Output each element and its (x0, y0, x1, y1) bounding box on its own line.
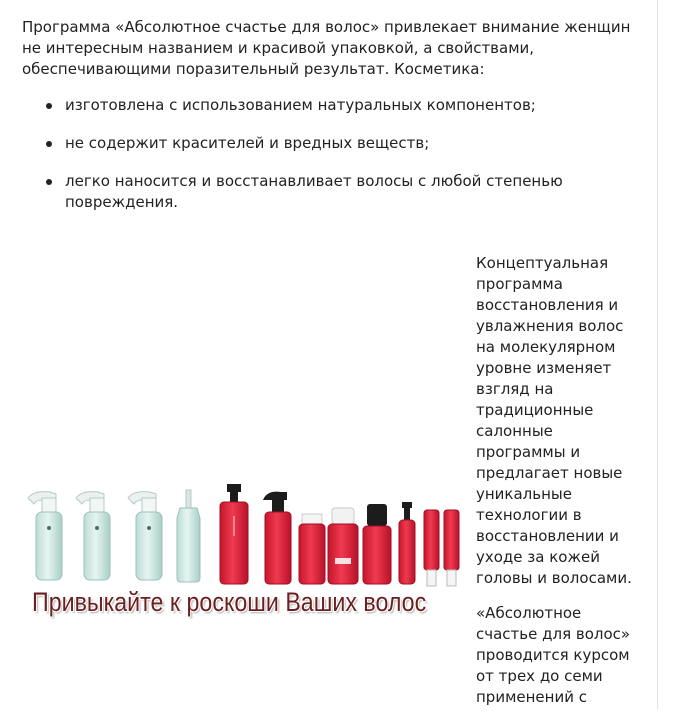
product-banner-image (22, 476, 462, 626)
mint-nozzle-bottle (177, 490, 200, 582)
mint-spray-bottle (76, 492, 110, 580)
side-description (476, 253, 636, 722)
list-item: изготовлена с использованием натуральных компонентов; (22, 95, 582, 116)
side-paragraph: «Абсолютное счастье для волос» проводится курсом от трех до семи применений с (476, 604, 631, 706)
page-right-border (657, 0, 658, 710)
red-tube (424, 510, 439, 586)
mint-spray-bottle (128, 492, 162, 580)
red-pump-bottle (220, 484, 248, 584)
red-pump-bottle (399, 502, 415, 584)
red-bottle (328, 508, 358, 584)
list-item: легко наносится и восстанавливает волосы с любой степенью повреждения. (22, 171, 582, 213)
red-bottle (299, 514, 325, 584)
intro-paragraph: Программа «Абсолютное счастье для волос» привлекает внимание женщин не интересным названием и красивой упаковкой, а свойствами, обеспечивающими поразительный результат. Косметика: (22, 18, 631, 78)
red-spray-bottle (263, 492, 291, 584)
red-bottle (363, 504, 391, 584)
mint-spray-bottle (28, 492, 62, 580)
list-item: не содержит красителей и вредных веществ; (22, 133, 582, 154)
banner-slogan: Привыкайте к роскоши Ваших волос (32, 587, 427, 617)
red-tube (444, 510, 459, 586)
side-paragraph: Концептуальная программа восстановления и увлажнения волос на молекулярном уровне изменяет взгляд на традиционные салонные программы и предлагает новые уникальные технологии в восстановлении и уходе за кожей головы и волосами. (476, 254, 632, 587)
features-list (22, 95, 582, 230)
